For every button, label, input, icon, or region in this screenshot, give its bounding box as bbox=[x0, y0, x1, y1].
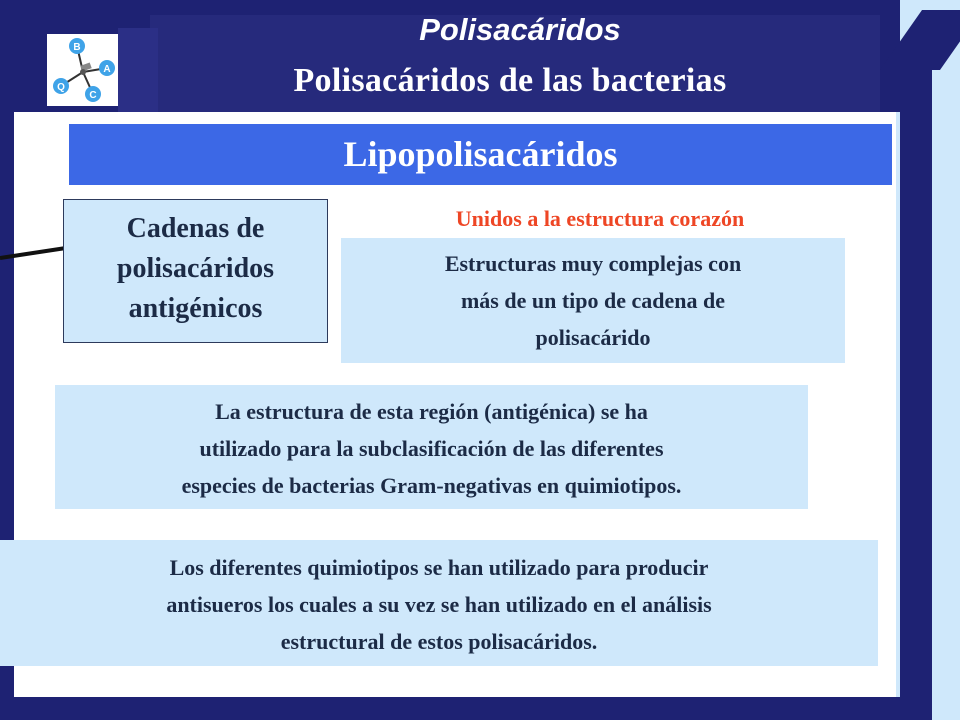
connector-line bbox=[0, 240, 70, 270]
molecule-logo-icon bbox=[47, 34, 118, 106]
logo bbox=[47, 34, 118, 106]
box-line: Estructuras muy complejas con bbox=[444, 251, 742, 276]
box-line: Los diferentes quimiotipos se han utilizado para producir bbox=[169, 555, 709, 580]
box-line: especies de bacterias Gram-negativas en quimiotipos. bbox=[181, 473, 682, 498]
logo-letter: B bbox=[73, 42, 81, 53]
chemotypes-box bbox=[0, 540, 878, 666]
page-title: Polisacáridos de las bacterias bbox=[293, 62, 727, 99]
section-title: Polisacáridos bbox=[419, 12, 621, 47]
box-line: estructural de estos polisacáridos. bbox=[280, 629, 598, 654]
box-line: La estructura de esta región (antigénica) se ha bbox=[215, 399, 648, 424]
right-frame bbox=[900, 70, 932, 720]
box-line: Cadenas de bbox=[126, 213, 265, 244]
complex-structures-box bbox=[341, 238, 845, 363]
box-line: utilizado para la subclasificación de las diferentes bbox=[199, 436, 664, 461]
bottom-frame bbox=[0, 697, 932, 720]
logo-letter: C bbox=[89, 90, 97, 101]
logo-letter: Q bbox=[57, 82, 65, 93]
box-line: más de un tipo de cadena de bbox=[460, 288, 726, 313]
header-shade bbox=[118, 28, 158, 112]
box-line: polisacáridos bbox=[116, 253, 275, 284]
logo-letter: A bbox=[103, 64, 111, 75]
antigenic-chains-box bbox=[63, 199, 328, 343]
antigenic-region-box bbox=[55, 385, 808, 509]
core-structure-label: Unidos a la estructura corazón bbox=[455, 206, 745, 231]
box-line: polisacárido bbox=[535, 325, 651, 350]
box-line: antisueros los cuales a su vez se han utilizado en el análisis bbox=[166, 592, 712, 617]
box-line: antigénicos bbox=[128, 293, 263, 324]
lipopolysaccharide-banner: Lipopolisacáridos bbox=[69, 124, 892, 185]
